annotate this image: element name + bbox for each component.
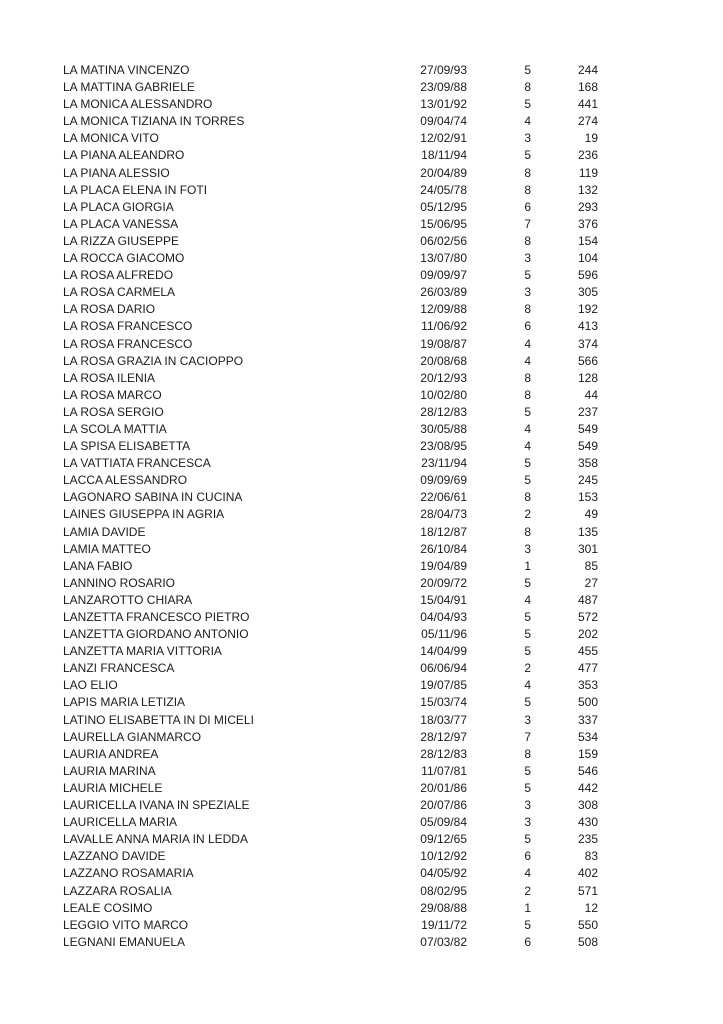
record-row [0,831,723,848]
record-col4: 376 [577,216,598,231]
record-name: LEGGIO VITO MARCO [63,917,189,932]
record-name: LA MATTINA GABRIELE [63,80,195,95]
record-row [0,934,723,951]
record-name: LAURIA MICHELE [63,780,163,795]
record-date: 18/11/94 [421,148,467,163]
record-row [0,182,723,199]
record-date: 09/09/97 [420,268,467,283]
record-date: 28/12/83 [420,746,467,761]
record-name: LANZAROTTO CHIARA [63,592,193,607]
record-col3: 5 [524,644,531,659]
record-name: LEGNANI EMANUELA [63,934,186,949]
record-col3: 8 [524,490,531,505]
record-name: LAURELLA GIANMARCO [63,729,202,744]
record-row [0,712,723,729]
record-row [0,626,723,643]
record-col4: 442 [577,780,598,795]
record-col3: 7 [524,729,531,744]
record-name: LA ROSA CARMELA [63,285,176,300]
record-col4: 413 [577,319,598,334]
record-col3: 6 [524,319,531,334]
record-name: LANZETTA FRANCESCO PIETRO [63,610,250,624]
record-row [0,848,723,865]
record-name: LA ROSA MARCO [63,387,162,402]
record-name: LEALE COSIMO [63,900,153,915]
record-col4: 374 [577,336,598,351]
record-name: LA PIANA ALESSIO [63,165,170,180]
record-col4: 549 [577,421,598,436]
record-col3: 5 [524,404,531,419]
record-row [0,199,723,216]
record-col3: 2 [524,661,531,676]
record-col4: 596 [577,268,598,283]
record-date: 19/07/85 [420,678,467,693]
record-date: 29/08/88 [420,900,467,915]
record-date: 11/07/81 [421,763,467,778]
record-date: 19/04/89 [420,558,467,573]
record-col3: 4 [524,592,531,607]
record-col3: 3 [524,251,531,266]
record-col4: 19 [584,131,598,146]
record-col4: 159 [577,746,598,761]
record-col4: 402 [577,866,598,881]
record-col3: 6 [524,934,531,949]
record-date: 18/12/87 [420,524,467,539]
record-row [0,524,723,541]
record-date: 11/06/92 [421,319,467,334]
record-col4: 12 [584,900,598,915]
record-col4: 566 [577,353,598,368]
record-name: LA ROSA GRAZIA IN CACIOPPO [63,353,244,368]
record-date: 28/12/97 [420,729,467,744]
record-date: 18/03/77 [420,712,467,727]
record-date: 10/02/80 [420,387,467,402]
record-date: 06/02/56 [420,233,467,248]
record-col4: 301 [577,541,598,556]
record-date: 23/11/94 [421,456,467,471]
record-col3: 5 [524,917,531,932]
record-col4: 104 [577,251,598,266]
record-col4: 293 [577,199,598,214]
record-date: 12/09/88 [420,302,467,317]
record-col3: 1 [524,558,531,573]
record-col4: 487 [577,592,598,607]
record-row [0,541,723,558]
record-col3: 8 [524,370,531,385]
record-col4: 550 [577,917,598,932]
record-name: LAURIA MARINA [63,763,156,778]
record-date: 20/07/86 [420,798,467,813]
record-col4: 441 [577,97,598,112]
record-col3: 8 [524,524,531,539]
record-name: LANZETTA MARIA VITTORIA [63,644,222,659]
record-name: LA MONICA ALESSANDRO [63,97,213,112]
record-col4: 358 [577,456,598,471]
record-row [0,421,723,438]
record-name: LAZZANO ROSAMARIA [63,866,194,881]
record-name: LAURIA ANDREA [63,746,159,761]
record-col3: 5 [524,63,531,77]
record-col3: 2 [524,883,531,898]
record-col3: 8 [524,233,531,248]
record-col4: 430 [577,815,598,830]
record-col3: 5 [524,763,531,778]
record-col3: 2 [524,507,531,522]
record-date: 23/08/95 [420,439,467,454]
record-row [0,746,723,763]
record-col4: 534 [577,729,598,744]
record-name: LA SCOLA MATTIA [63,421,167,436]
record-row [0,643,723,660]
record-row [0,130,723,147]
record-name: LA MONICA VITO [63,131,159,146]
record-col4: 235 [577,832,598,847]
record-col3: 3 [524,541,531,556]
record-row [0,165,723,182]
record-row [0,506,723,523]
record-col4: 572 [577,610,598,624]
record-date: 05/11/96 [421,627,467,642]
record-col4: 245 [577,473,598,488]
record-row [0,472,723,489]
record-col3: 6 [524,849,531,864]
record-date: 28/12/83 [420,404,467,419]
record-date: 20/08/68 [420,353,467,368]
record-date: 13/07/80 [420,251,467,266]
record-name: LA ROCCA GIACOMO [63,251,185,266]
record-row [0,62,723,79]
record-name: LA MONICA TIZIANA IN TORRES [63,114,245,129]
record-col3: 4 [524,353,531,368]
record-date: 20/01/86 [420,780,467,795]
record-col3: 3 [524,815,531,830]
record-col3: 4 [524,439,531,454]
record-row [0,677,723,694]
record-row [0,353,723,370]
record-row [0,147,723,164]
record-row [0,284,723,301]
record-row [0,575,723,592]
record-name: LAVALLE ANNA MARIA IN LEDDA [63,832,248,847]
record-date: 26/03/89 [420,285,467,300]
record-date: 04/04/93 [420,610,467,624]
record-row [0,438,723,455]
record-col4: 337 [577,712,598,727]
record-col4: 455 [577,644,598,659]
record-date: 13/01/92 [420,97,467,112]
record-col3: 6 [524,199,531,214]
record-date: 19/08/87 [420,336,467,351]
record-name: LAURICELLA IVANA IN SPEZIALE [63,798,250,813]
record-name: LA ROSA FRANCESCO [63,336,193,351]
record-col3: 5 [524,627,531,642]
record-row [0,79,723,96]
record-col3: 5 [524,148,531,163]
record-date: 15/03/74 [420,695,467,710]
record-col3: 5 [524,268,531,283]
record-row [0,455,723,472]
record-date: 26/10/84 [420,541,467,556]
record-date: 23/09/88 [420,80,467,95]
record-col3: 5 [524,780,531,795]
record-date: 05/12/95 [420,199,467,214]
record-date: 08/02/95 [420,883,467,898]
record-col4: 83 [584,849,598,864]
record-row [0,763,723,780]
record-date: 27/09/93 [420,63,467,77]
record-col4: 119 [578,165,598,180]
record-col3: 5 [524,832,531,847]
record-date: 07/03/82 [420,934,467,949]
record-col4: 44 [584,387,598,402]
record-col4: 135 [577,524,598,539]
record-col4: 192 [577,302,598,317]
record-date: 20/09/72 [420,575,467,590]
record-col4: 49 [584,507,598,522]
record-row [0,592,723,609]
record-date: 12/02/91 [420,131,467,146]
record-row [0,267,723,284]
record-col3: 5 [524,610,531,624]
record-col3: 8 [524,80,531,95]
record-name: LAINES GIUSEPPA IN AGRIA [63,507,225,522]
record-col4: 27 [584,575,598,590]
record-row [0,318,723,335]
record-col4: 85 [584,558,598,573]
record-date: 04/05/92 [420,866,467,881]
record-row [0,797,723,814]
record-name: LANZETTA GIORDANO ANTONIO [63,627,249,642]
record-row [0,609,723,626]
record-name: LA RIZZA GIUSEPPE [63,233,180,248]
record-row [0,780,723,797]
record-row [0,558,723,575]
record-name: LANNINO ROSARIO [63,575,176,590]
record-name: LAZZARA ROSALIA [63,883,172,898]
record-name: LA MATINA VINCENZO [63,63,190,77]
record-col4: 202 [577,627,598,642]
record-col3: 1 [524,900,531,915]
record-col4: 571 [577,883,598,898]
record-row [0,694,723,711]
record-row [0,814,723,831]
record-col3: 4 [524,866,531,881]
record-col3: 5 [524,97,531,112]
record-name: LAMIA DAVIDE [63,524,146,539]
record-date: 10/12/92 [420,849,467,864]
record-name: LA SPISA ELISABETTA [63,439,191,454]
record-col3: 4 [524,114,531,129]
record-col4: 128 [577,370,598,385]
record-row [0,917,723,934]
record-col4: 546 [577,763,598,778]
record-name: LANZI FRANCESCA [63,661,175,676]
record-name: LAPIS MARIA LETIZIA [63,695,186,710]
record-row [0,865,723,882]
record-col4: 237 [577,404,598,419]
record-col4: 154 [577,233,598,248]
record-row [0,370,723,387]
record-col3: 5 [524,473,531,488]
record-date: 14/04/99 [420,644,467,659]
record-row [0,883,723,900]
record-row [0,404,723,421]
record-name: LAMIA MATTEO [63,541,151,556]
record-col3: 8 [524,302,531,317]
record-name: LA ROSA ALFREDO [63,268,174,283]
record-name: LAO ELIO [63,678,118,693]
record-col3: 3 [524,712,531,727]
record-col3: 8 [524,746,531,761]
record-col3: 5 [524,695,531,710]
record-name: LA ROSA FRANCESCO [63,319,193,334]
record-col3: 4 [524,421,531,436]
record-row [0,216,723,233]
record-col3: 4 [524,336,531,351]
record-col4: 168 [577,80,598,95]
record-date: 30/05/88 [420,421,467,436]
record-row [0,660,723,677]
record-col3: 3 [524,798,531,813]
record-name: LA VATTIATA FRANCESCA [63,456,211,471]
record-col4: 244 [577,63,598,77]
record-name: LAZZANO DAVIDE [63,849,166,864]
record-col4: 549 [577,439,598,454]
record-date: 24/05/78 [420,182,467,197]
record-col3: 8 [524,387,531,402]
record-row [0,301,723,318]
record-col3: 3 [524,131,531,146]
record-name: LA ROSA SERGIO [63,404,164,419]
record-row [0,250,723,267]
record-col3: 8 [524,165,531,180]
record-date: 19/11/72 [421,917,467,932]
record-col3: 5 [524,456,531,471]
record-col4: 353 [577,678,598,693]
record-date: 28/04/73 [420,507,467,522]
record-date: 20/12/93 [420,370,467,385]
record-date: 09/09/69 [420,473,467,488]
record-name: LA PLACA VANESSA [63,216,179,231]
record-name: LAURICELLA MARIA [63,815,178,830]
record-col3: 3 [524,285,531,300]
records-list [0,62,723,951]
record-col4: 477 [577,661,598,676]
record-col4: 305 [577,285,598,300]
record-date: 06/06/94 [420,661,467,676]
record-date: 20/04/89 [420,165,467,180]
record-name: LANA FABIO [63,558,133,573]
record-col4: 500 [577,695,598,710]
record-col4: 274 [577,114,598,129]
record-col4: 508 [577,934,598,949]
record-date: 15/04/91 [420,592,467,607]
record-row [0,729,723,746]
record-date: 09/04/74 [420,114,467,129]
record-row [0,233,723,250]
record-row [0,900,723,917]
record-name: LA ROSA DARIO [63,302,156,317]
record-name: LA PLACA GIORGIA [63,199,174,214]
record-row [0,489,723,506]
record-col4: 132 [577,182,598,197]
record-col4: 153 [577,490,598,505]
record-date: 09/12/65 [420,832,467,847]
record-col4: 236 [577,148,598,163]
record-col3: 5 [524,575,531,590]
record-col3: 4 [524,678,531,693]
record-row [0,113,723,130]
record-row [0,96,723,113]
record-name: LA ROSA ILENIA [63,370,156,385]
record-name: LAGONARO SABINA IN CUCINA [63,490,243,505]
record-col4: 308 [577,798,598,813]
record-name: LACCA ALESSANDRO [63,473,188,488]
record-date: 22/06/61 [420,490,467,505]
record-col3: 8 [524,182,531,197]
record-name: LATINO ELISABETTA IN DI MICELI [63,712,254,727]
record-date: 15/06/95 [420,216,467,231]
record-row [0,336,723,353]
record-col3: 7 [524,216,531,231]
record-row [0,387,723,404]
record-name: LA PIANA ALEANDRO [63,148,185,163]
record-date: 05/09/84 [420,815,467,830]
record-name: LA PLACA ELENA IN FOTI [63,182,208,197]
